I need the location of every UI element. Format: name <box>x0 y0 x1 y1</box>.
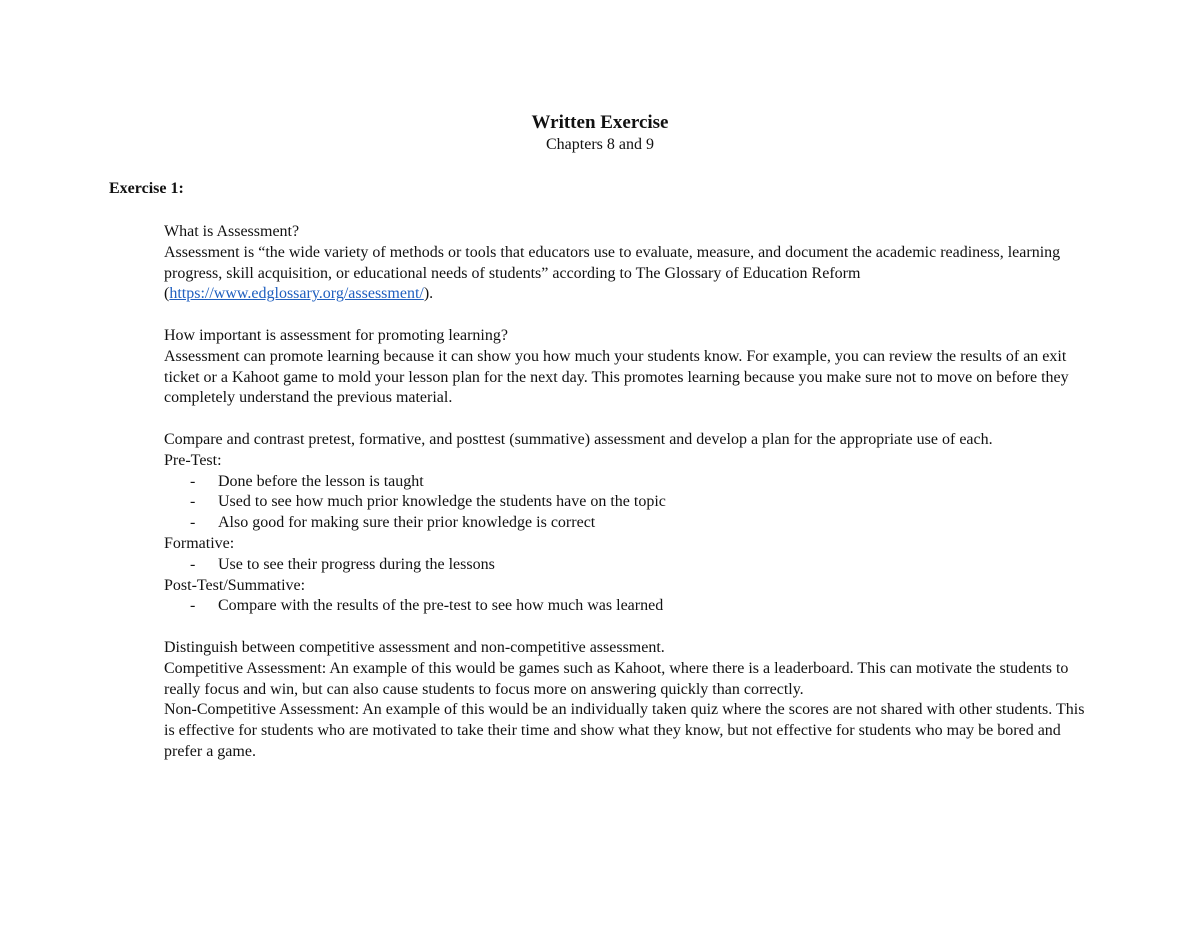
answer-importance: Assessment can promote learning because it can show you how much your students know. For example, you can review the results of an exit ticket or a Kahoot game to mold your lesson plan for the next day. This promotes learning because you make sure not to move on before they completely understand the previous material. <box>164 347 1069 407</box>
list-item <box>164 492 1089 513</box>
pretest-list <box>164 472 1089 534</box>
list-item-text: Used to see how much prior knowledge the students have on the topic <box>218 493 666 511</box>
list-item <box>164 555 1089 576</box>
list-item-text: Use to see their progress during the lessons <box>218 555 495 573</box>
bullet-dash: - <box>190 597 196 615</box>
answer-competitive: Competitive Assessment: An example of this would be games such as Kahoot, where there is a leaderboard. This can motivate the students to really focus and win, but can also cause students to focus more on answering quickly than correctly. <box>164 659 1069 698</box>
paragraph-spacer <box>164 409 1089 430</box>
paragraph-spacer <box>164 617 1089 638</box>
list-item-text: Compare with the results of the pre-test to see how much was learned <box>218 597 664 615</box>
document-subtitle: Chapters 8 and 9 <box>546 136 654 153</box>
glossary-link[interactable]: https://www.edglossary.org/assessment/ <box>169 285 424 303</box>
bullet-dash: - <box>190 493 196 511</box>
list-item <box>164 513 1089 534</box>
exercise-body <box>164 222 1089 763</box>
list-item-text: Also good for making sure their prior knowledge is correct <box>218 514 596 532</box>
list-item <box>164 596 1089 617</box>
document-title: Written Exercise <box>531 112 669 133</box>
question-compare-contrast: Compare and contrast pretest, formative, and posttest (summative) assessment and develop a plan for the appropriate use of each. <box>164 430 993 448</box>
bullet-dash: - <box>190 472 196 490</box>
answer-text-part1: Assessment is “the wide variety of methods or tools that educators use to evaluate, measure, and document the academic readiness, learning progress, skill acquisition, or educational needs of students” according to The Glossary of Education Reform ( <box>164 243 1061 303</box>
formative-label: Formative: <box>164 534 235 552</box>
exercise-heading: Exercise 1: <box>109 180 184 197</box>
list-item-text: Done before the lesson is taught <box>218 472 424 490</box>
list-item <box>164 472 1089 493</box>
answer-text-part2: ). <box>423 285 434 303</box>
bullet-dash: - <box>190 555 196 573</box>
posttest-label: Post-Test/Summative: <box>164 576 306 594</box>
pretest-label: Pre-Test: <box>164 451 222 469</box>
question-what-is-assessment: What is Assessment? <box>164 223 300 240</box>
paragraph-spacer <box>164 305 1089 326</box>
question-competitive: Distinguish between competitive assessment and non-competitive assessment. <box>164 638 665 656</box>
bullet-dash: - <box>190 514 196 532</box>
answer-noncompetitive: Non-Competitive Assessment: An example of this would be an individually taken quiz where the scores are not shared with other students. This is effective for students who are motivated to take their time and show what they know, but not effective for students who may be bored and prefer a game. <box>164 701 1085 760</box>
answer-what-is-assessment <box>164 243 1089 305</box>
posttest-list <box>164 596 1089 617</box>
question-importance: How important is assessment for promoting learning? <box>164 326 508 344</box>
formative-list <box>164 555 1089 576</box>
